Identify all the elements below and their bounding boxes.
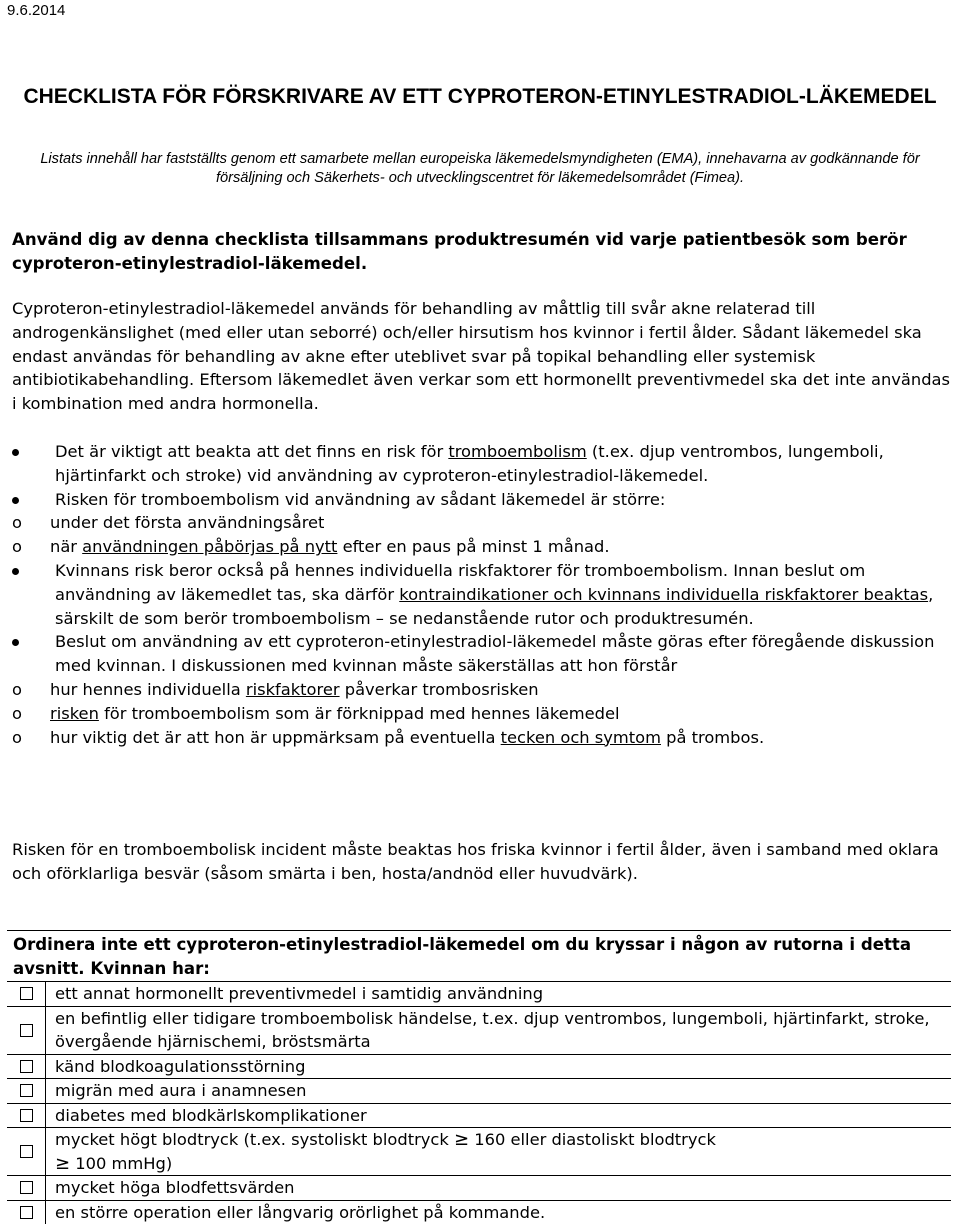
circle-bullet-icon: o bbox=[12, 678, 22, 702]
underlined-term: tromboembolism bbox=[448, 442, 586, 461]
bullet-text: Det är viktigt att beakta att det finns en risk för bbox=[55, 442, 448, 461]
checklist-item-label: en befintlig eller tidigare tromboembolisk händelse, t.ex. djup ventrombos, lungemboli, hjärtinfarkt, stroke, övergående hjärnischemi, bröstsmärta bbox=[46, 1007, 951, 1054]
bullet-icon bbox=[12, 497, 19, 504]
checkbox[interactable] bbox=[20, 1060, 33, 1073]
checkbox-cell bbox=[7, 1104, 46, 1128]
sub-list-item bbox=[12, 511, 956, 535]
checkbox[interactable] bbox=[20, 1181, 33, 1194]
checklist-row bbox=[7, 1079, 951, 1104]
checkbox[interactable] bbox=[20, 1024, 33, 1037]
contraindication-checklist bbox=[7, 930, 951, 1224]
sub-text: för tromboembolism som är förknippad med hennes läkemedel bbox=[99, 704, 620, 723]
checklist-item-label bbox=[46, 1128, 716, 1175]
underlined-term: kontraindikationer och kvinnans individuella riskfaktorer beaktas bbox=[399, 585, 928, 604]
sub-list bbox=[12, 511, 956, 559]
checkbox[interactable] bbox=[20, 1145, 33, 1158]
checklist-row bbox=[7, 1104, 951, 1129]
greater-equal-symbol: ≥ bbox=[55, 1153, 70, 1174]
sub-list bbox=[12, 678, 956, 749]
checklist-row bbox=[7, 1176, 951, 1201]
checklist-row bbox=[7, 1201, 951, 1224]
checklist-item-label: migrän med aura i anamnesen bbox=[46, 1079, 306, 1103]
checkbox-cell bbox=[7, 982, 46, 1006]
underlined-term: användningen påbörjas på nytt bbox=[82, 537, 337, 556]
checklist-row bbox=[7, 1128, 951, 1176]
checkbox-cell bbox=[7, 1128, 46, 1175]
document-date: 9.6.2014 bbox=[7, 2, 65, 19]
checkbox-cell bbox=[7, 1055, 46, 1079]
sub-text: på trombos. bbox=[661, 728, 764, 747]
bp-text: 100 mmHg) bbox=[70, 1154, 172, 1173]
sub-list-item bbox=[12, 535, 956, 559]
circle-bullet-icon: o bbox=[12, 535, 22, 559]
circle-bullet-icon: o bbox=[12, 726, 22, 750]
sub-list-item bbox=[12, 702, 956, 726]
checkbox[interactable] bbox=[20, 1206, 33, 1219]
checkbox-cell bbox=[7, 1176, 46, 1200]
checklist-row bbox=[7, 982, 951, 1007]
checklist-row bbox=[7, 1007, 951, 1055]
underlined-term: riskfaktorer bbox=[246, 680, 340, 699]
bullet-text: , särskilt de som berör tromboembolism – se nedanstående rutor och produktresumén. bbox=[55, 585, 933, 628]
list-item bbox=[12, 559, 956, 630]
sub-text: hur hennes individuella bbox=[50, 680, 246, 699]
risk-paragraph: Risken för en tromboembolisk incident måste beaktas hos friska kvinnor i fertil ålder, även i samband med oklara och oförklarliga besvär (såsom smärta i ben, hosta/andnöd eller huvudvärk). bbox=[12, 838, 956, 886]
usage-instruction: Använd dig av denna checklista tillsammans produktresumén vid varje patientbesök som berör cyproteron-etinylestradiol-läkemedel. bbox=[12, 228, 952, 276]
checkbox[interactable] bbox=[20, 987, 33, 1000]
checklist-row bbox=[7, 1055, 951, 1080]
bullet-text: (t.ex. djup ventrombos, lungemboli, hjärtinfarkt och stroke) vid användning av cyproteron-etinylestradiol-läkemedel. bbox=[55, 442, 884, 485]
greater-equal-symbol: ≥ bbox=[454, 1129, 469, 1150]
checkbox-cell bbox=[7, 1079, 46, 1103]
bullet-icon bbox=[12, 639, 19, 646]
checkbox-cell bbox=[7, 1201, 46, 1224]
checklist-header: Ordinera inte ett cyproteron-etinylestradiol-läkemedel om du kryssar i någon av rutorna i detta avsnitt. Kvinnan har: bbox=[7, 931, 951, 982]
sub-text: hur viktig det är att hon är uppmärksam på eventuella bbox=[50, 728, 501, 747]
underlined-term: risken bbox=[50, 704, 99, 723]
bullet-icon bbox=[12, 449, 19, 456]
checkbox-cell bbox=[7, 1007, 46, 1054]
bp-text: mycket högt blodtryck (t.ex. systoliskt blodtryck bbox=[55, 1130, 454, 1149]
sub-text: efter en paus på minst 1 månad. bbox=[337, 537, 609, 556]
bullet-text: Risken för tromboembolism vid användning av sådant läkemedel är större: bbox=[55, 490, 665, 509]
bullet-text: Kvinnans risk beror också på hennes individuella riskfaktorer för tromboembolism. Innan beslut om användning av läkemedlet tas, ska därför bbox=[55, 561, 865, 604]
bullet-icon bbox=[12, 568, 19, 575]
underlined-term: tecken och symtom bbox=[501, 728, 661, 747]
checklist-item-label: mycket höga blodfettsvärden bbox=[46, 1176, 294, 1200]
sub-text: påverkar trombosrisken bbox=[340, 680, 539, 699]
sub-text: när bbox=[50, 537, 82, 556]
subtitle: Listats innehåll har fastställts genom ett samarbete mellan europeiska läkemedelsmyndigheten (EMA), innehavarna av godkännande för försäljning och Säkerhets- och utvecklingscentret för läkemedelsområdet (Fimea). bbox=[12, 150, 948, 188]
checklist-item-label: känd blodkoagulationsstörning bbox=[46, 1055, 305, 1079]
bullet-list bbox=[12, 440, 956, 749]
checklist-item-label: diabetes med blodkärlskomplikationer bbox=[46, 1104, 367, 1128]
checklist-item-label: en större operation eller långvarig orörlighet på kommande. bbox=[46, 1201, 545, 1224]
sub-text: under det första användningsåret bbox=[50, 513, 324, 532]
checkbox[interactable] bbox=[20, 1109, 33, 1122]
sub-list-item bbox=[12, 726, 956, 750]
list-item bbox=[12, 488, 956, 559]
intro-paragraph: Cyproteron-etinylestradiol-läkemedel används för behandling av måttlig till svår akne relaterad till androgenkänslighet (med eller utan seborré) och/eller hirsutism hos kvinnor i fertil ålder. Sådant läkemedel ska endast användas för behandling av akne efter uteblivet svar på topikal behandling eller systemisk antibiotikabehandling. Eftersom läkemedlet även verkar som ett hormonellt preventivmedel ska det inte användas i kombination med andra hormonella. bbox=[12, 297, 956, 416]
list-item bbox=[12, 440, 956, 488]
checklist-item-label: ett annat hormonellt preventivmedel i samtidig användning bbox=[46, 982, 543, 1006]
checkbox[interactable] bbox=[20, 1084, 33, 1097]
sub-list-item bbox=[12, 678, 956, 702]
page-title: CHECKLISTA FÖR FÖRSKRIVARE AV ETT CYPROTERON-ETINYLESTRADIOL-LÄKEMEDEL bbox=[12, 84, 948, 109]
bp-text: 160 eller diastoliskt blodtryck bbox=[469, 1130, 716, 1149]
bullet-text: Beslut om användning av ett cyproteron-etinylestradiol-läkemedel måste göras efter föregående diskussion med kvinnan. I diskussionen med kvinnan måste säkerställas att hon förstår bbox=[55, 632, 934, 675]
list-item bbox=[12, 630, 956, 749]
circle-bullet-icon: o bbox=[12, 702, 22, 726]
circle-bullet-icon: o bbox=[12, 511, 22, 535]
